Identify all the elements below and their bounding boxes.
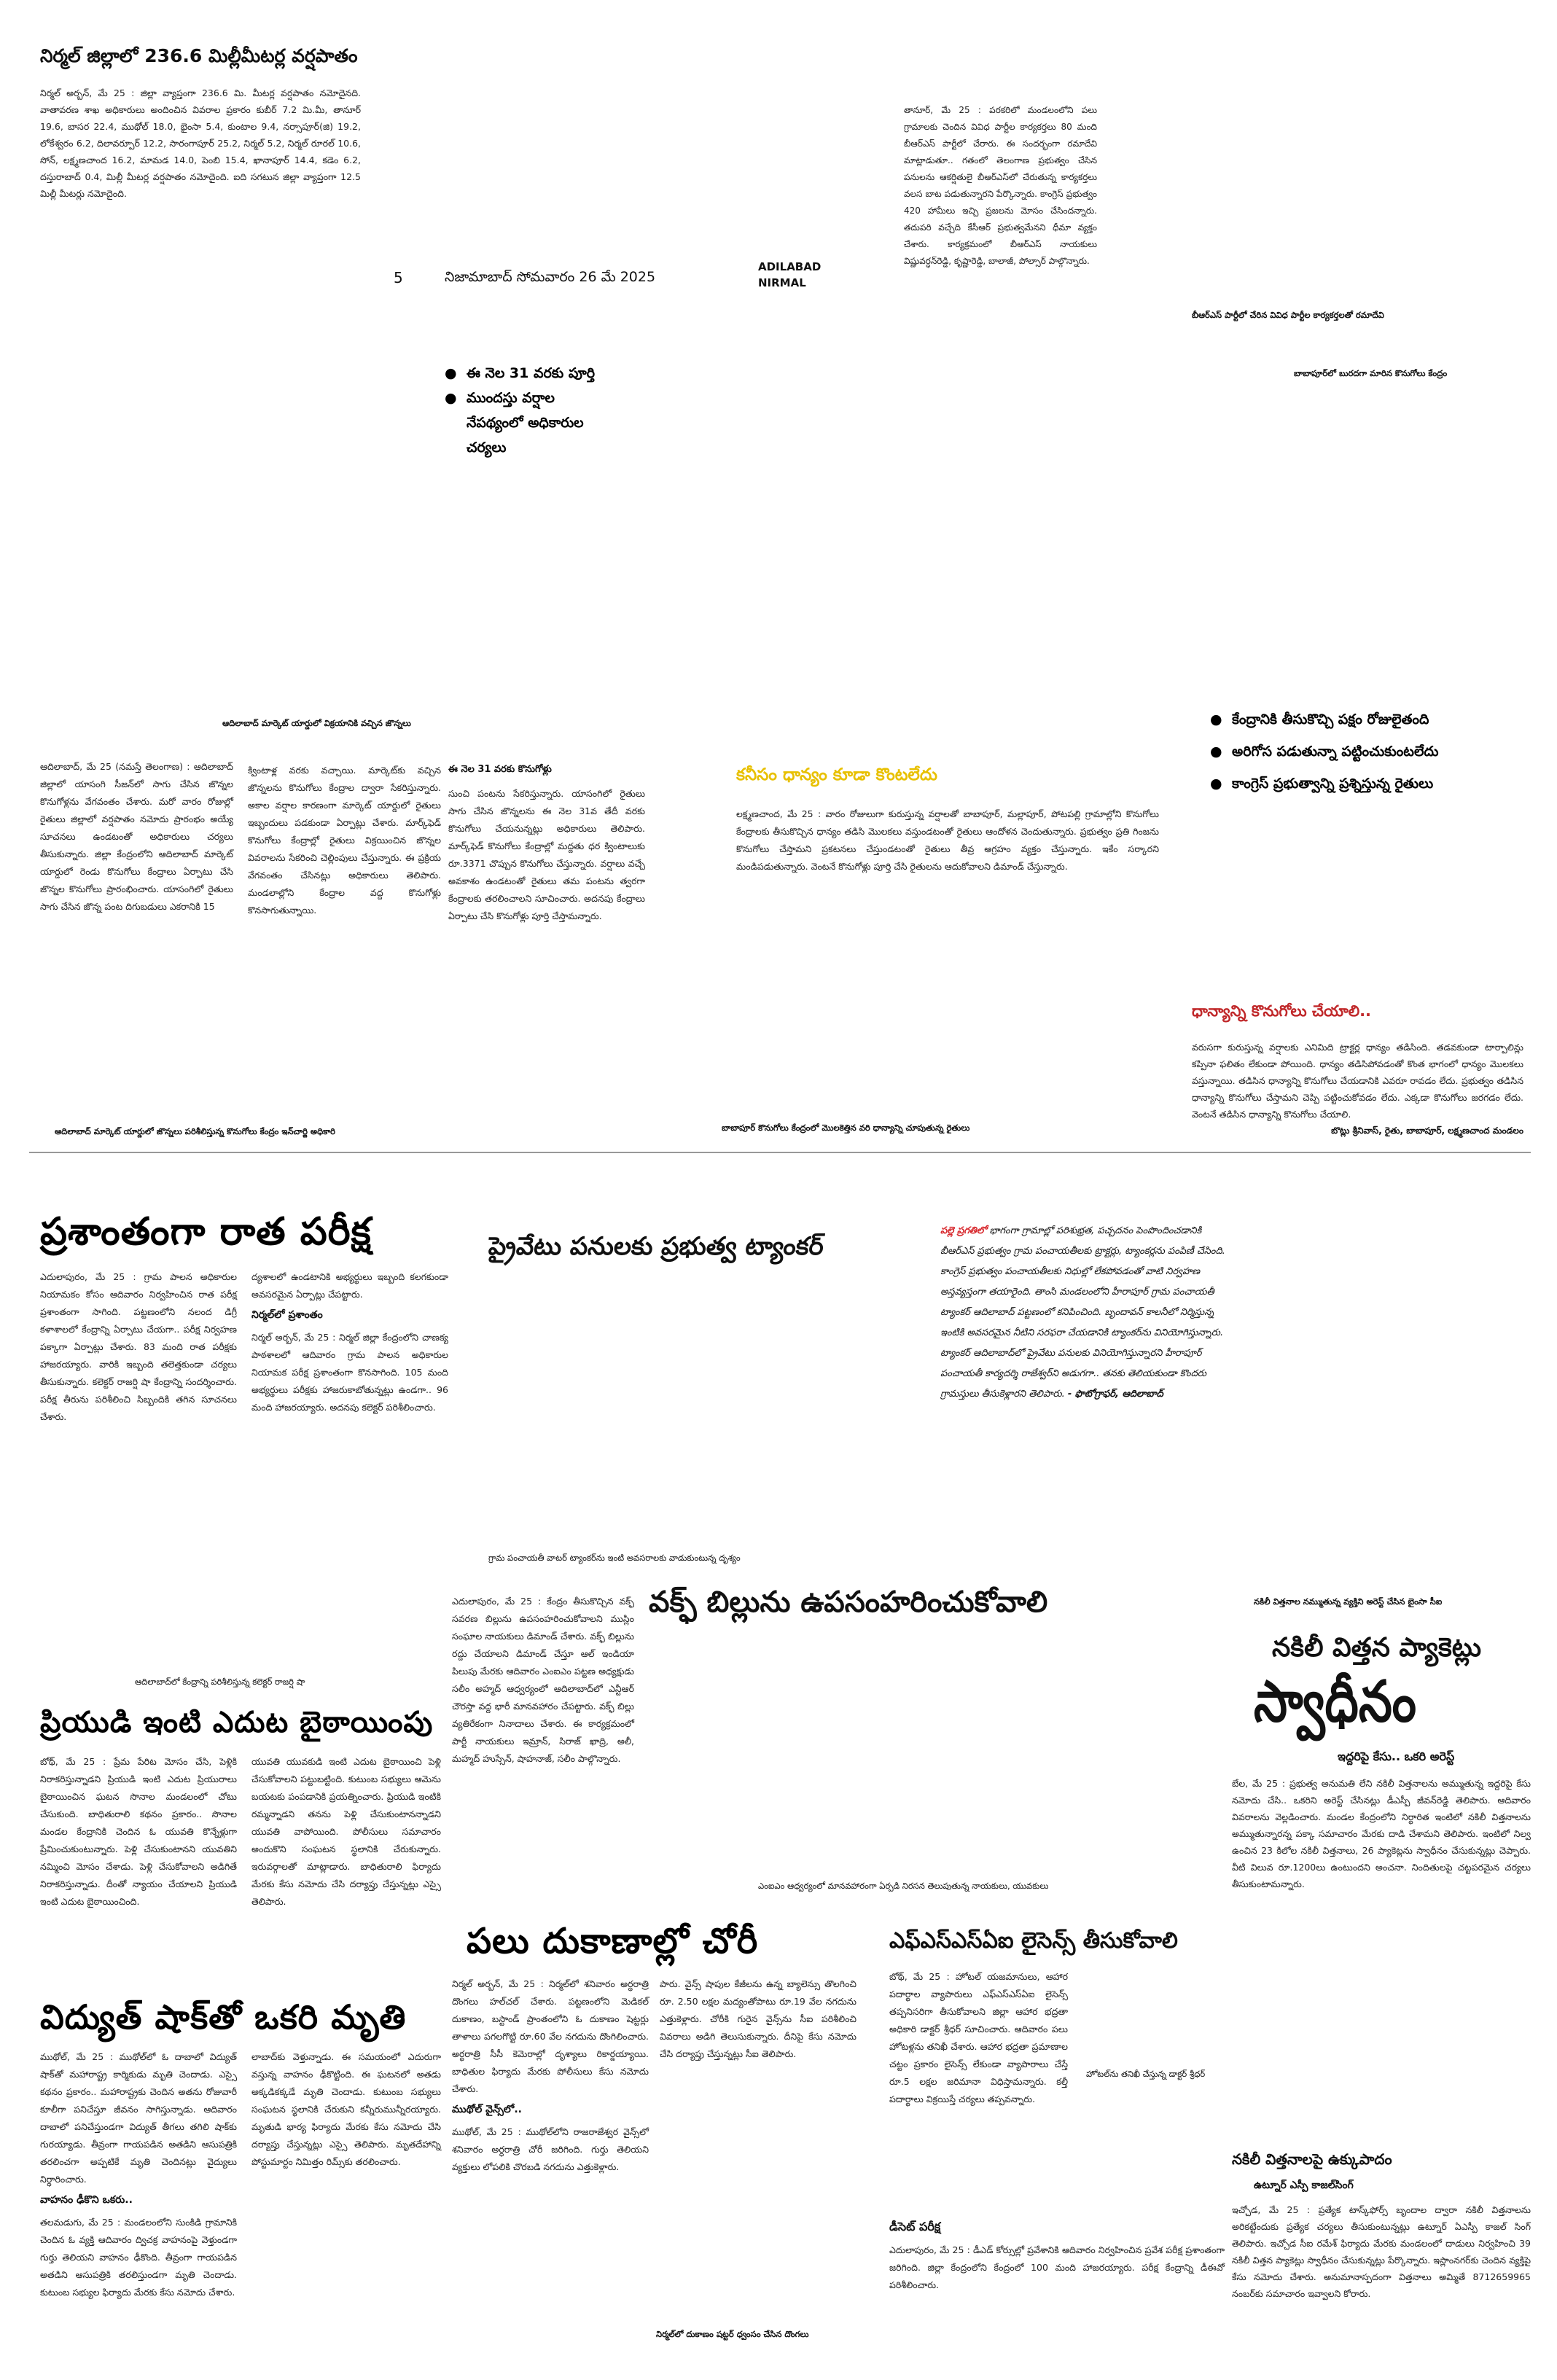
grain-column-2: క్వింటాళ్ల వరకు వచ్చాయి. మార్కెట్‌కు వచ్చిన జొన్నలను కొనుగోలు కేంద్రాల ద్వారా సేకరిస్తున్నారు. అకాల వర్షాల కారణంగా మార్కెట్ యార్డులో రైతులు ఇబ్బందులు పడకుండా ఏర్పాట్లు చేశారు. మార్క్‌ఫెడ్ కొనుగోలు కేంద్రాల్లో రైతులు విక్రయించిన జొన్నల వివరాలను సేకరించి చెల్లింపులు చేస్తున్నారు. ఈ ప్రక్రియ వేగవంతం చేసినట్లు అధికారులు తెలిపారు. మండలాల్లోని కేంద్రాల వద్ద కొనుగోళ్లు కొనసాగుతున్నాయి. bbox=[248, 765, 441, 916]
seeds-headline-1: నకిలీ విత్తన ప్యాకెట్లు bbox=[1272, 1633, 1482, 1663]
waqf-caption: ఎంఐఎం ఆధ్వర్యంలో మానవహారంగా ఏర్పడి నిరసన తెలుపుతున్న నాయకులు, యువకులు bbox=[758, 1881, 1049, 1891]
exam-subhead: నిర్మల్‌లో ప్రశాంతం bbox=[251, 1309, 323, 1321]
waqf-story: ఎదులాపురం, మే 25 : కేంద్రం తీసుకొచ్చిన వక్ఫ్ సవరణ బిల్లును ఉపసంహరించుకోవాలని ముస్లిం సంఘాల నాయకులు డిమాండ్ చేశారు. వక్ఫ్ బిల్లును రద్దు చేయాలని డిమాండ్ చేస్తూ ఆల్ ఇండియా పిలుపు మేరకు ఆదివారం ఎంఐఎం పట్టణ అధ్యక్షుడు సలీం అహ్మద్ ఆధ్వర్యంలో ఆదిలాబాద్‌లో ఎన్టీఆర్ చౌరస్తా వద్ద భారీ మానవహారం చేపట్టారు. వక్ఫ్ బిల్లు వ్యతిరేకంగా నినాదాలు చేశారు. ఈ కార్యక్రమంలో పార్టీ నాయకులు ఇమ్రాన్, సిరాజ్ ఖాద్రి, అలీ, మహ్మద్ హుస్సేన్, షాహనాజ్, సలీం పాల్గొన్నారు. bbox=[452, 1596, 634, 1764]
rain-headline: నిర్మల్ జిల్లాలో 236.6 మిల్లీమీటర్ల వర్షపాతం bbox=[40, 45, 358, 66]
kenisam-story: లక్ష్మణచాంద, మే 25 : వారం రోజులుగా కురుస్తున్న వర్షాలతో బాబాపూర్, మల్లాపూర్, పోటపల్లి గ్రామాల్లోని కొనుగోలు కేంద్రాలకు తీసుకొచ్చిన ధాన్యం తడిసి మొలకలు వస్తుండటంతో రైతులు ఆందోళన చెందుతున్నారు. ప్రభుత్వం ప్రతి గింజను కొనుగోలు చేస్తామని ప్రకటనలు చేస్తుండటంతో రైతులు తీవ్ర ఆగ్రహం వ్యక్తం చేస్తున్నారు. ఇకేం సర్కారని మండిపడుతున్నారు. వెంటనే కొనుగోళ్లు పూర్తి చేసి రైతులను ఆదుకోవాలని డిమాండ్ చేస్తున్నారు. bbox=[736, 808, 1159, 872]
rain-body: నిర్మల్ అర్బన్, మే 25 : జిల్లా వ్యాప్తంగా 236.6 మి. మీటర్ల వర్షపాతం నమోదైనది. వాతావరణ శాఖ అధికారులు అందించిన వివరాల ప్రకారం కుబీర్ 7.2 మి.మీ, తానూర్ 19.6, బాసర 22.4, ముథోల్ 18.0, భైంసా 5.4, కుంటాల 9.4, నర్సాపూర్(జి) 19.2, లోకేశ్వరం 6.2, దిలావర్పూర్ 12.2, సారంగాపూర్ 25.2, నిర్మల్ 5.2, నిర్మల్ రూరల్ 10.6, సోన్, లక్ష్మణచాంద 16.2, మామడ 14.0, పెంబి 15.4, ఖానాపూర్ 14.4, కడెం 6.2, దస్తురాబాద్ 0.4, మిల్లీ మీటర్ల వర్షపాతం నమోదైంది. ఐది సగటున జిల్లా వ్యాప్తంగా 12.5 మిల్లీ మీటర్లు నమోదైంది. bbox=[40, 87, 361, 199]
license-story-2: ఎదులాపురం, మే 25 : డీఎడ్ కోర్సుల్లో ప్రవేశానికి ఆదివారం నిర్వహించిన ప్రవేశ పరీక్ష ప్రశాంతంగా జరిగింది. జిల్లా కేంద్రంలోని కేంద్రంలో 100 మంది హాజరయ్యారు. పరీక్ష కేంద్రాన్ని డీఈవో పరిశీలించారు. bbox=[889, 2244, 1225, 2290]
divider bbox=[29, 1152, 1531, 1153]
kenisam-bottom-caption: బాబాపూర్ కొనుగోలు కేంద్రంలో మొలకెత్తిన వరి ధాన్యాన్ని చూపుతున్న రైతులు bbox=[722, 1123, 970, 1133]
grain-column-1: ఆదిలాబాద్, మే 25 (నమస్తే తెలంగాణ) : ఆదిలాబాద్ జిల్లాలో యాసంగి సీజన్‌లో సాగు చేసిన జొన్నల కొనుగోళ్లను వేగవంతం చేశారు. మరో వారం రోజుల్లో రైతులు జిల్లాలో వర్షపాతం నమోదు ప్రారంభం అయ్యే సూచనలు ఉండటంతో అధికారులు చర్యలు తీసుకున్నారు. జిల్లా కేంద్రంలోని ఆదిలాబాద్ మార్కెట్ యార్డులో రెండు కొనుగోలు కేంద్రాలు ఏర్పాటు చేసి జొన్నల కొనుగోలు ప్రారంభించారు. యాసంగిలో రైతులు సాగు చేసిన జొన్న పంట దిగుబడులు ఎకరానికి 15 bbox=[40, 761, 233, 912]
seeds-subhead-2: నకిలీ విత్తనాలపై ఉక్కుపాదం bbox=[1232, 2150, 1392, 2168]
grain-bottom-caption: ఆదిలాబాద్ మార్కెట్ యార్డులో జొన్నలు పరిశీలిస్తున్న కొనుగోలు కేంద్రం ఇన్‌చార్జి అధికారి bbox=[55, 1126, 336, 1136]
grain-photo-caption-right: బాబాపూర్‌లో బురదగా మారిన కొనుగోలు కేంద్రం bbox=[1294, 368, 1448, 378]
dhanyam-headline: ధాన్యాన్ని కొనుగోలు చేయాలి.. bbox=[1192, 1002, 1372, 1020]
theft-headline: పలు దుకాణాల్లో చోరీ bbox=[467, 1921, 759, 1962]
tanker-byline: - ఫొటోగ్రాఫర్, ఆదిలాబాద్ bbox=[1067, 1389, 1163, 1400]
license-headline: ఎఫ్ఎస్ఎస్ఏఐ లైసెన్స్ తీసుకోవాలి bbox=[889, 1928, 1178, 1954]
seeds-kicker: నకిలీ విత్తనాల నమ్ముతున్న వ్యక్తిని అరెస్ట్ చేసిన బైంసా సీఐ bbox=[1254, 1596, 1443, 1607]
lover-column-2: యువతి యువకుడి ఇంటి ఎదుట బైఠాయించి పెళ్లి చేసుకోవాలని పట్టుబట్టింది. కుటుంబ సభ్యులు ఆమెను బయటకు పంపడానికి ప్రయత్నించారు. ప్రియుడి ఇంటికి రమ్మన్నాడని తనను పెళ్లి చేసుకుంటానన్నాడని యువతి వాపోయింది. పోలీసులు సమాచారం అందుకొని సంఘటన స్థలానికి చేరుకున్నారు. ఇరువర్గాలతో మాట్లాడారు. బాధితురాలి ఫిర్యాదు మేరకు కేసు నమోదు చేసి దర్యాప్తు చేస్తున్నట్లు ఎస్సై తెలిపారు. bbox=[251, 1756, 441, 1907]
dhanyam-attribution: బొట్లు శ్రీనివాస్, రైతు, బాబాపూర్, లక్ష్మణచాంద మండలం bbox=[1331, 1125, 1523, 1136]
page-number: 5 bbox=[394, 269, 403, 286]
masthead bbox=[394, 266, 802, 291]
exam-column-2: ద్యశాలలో ఉండటానికి అభ్యర్థులు ఇబ్బంది కలగకుండా అవసరమైన ఏర్పాట్లు చేపట్టారు. నిర్మల్‌లో ప్రశాంతం నిర్మల్ అర్బన్, మే 25 : నిర్మల్ జిల్లా కేంద్రంలోని చాణక్య పాఠశాలలో ఆదివారం గ్రామ పాలన అధికారుల నియామక పరీక్ష ప్రశాంతంగా కొనసాగింది. 105 మంది అభ్యర్థులు పరీక్షకు హాజరుకాబోతున్నట్లు ఉండగా.. 96 మంది హాజరయ్యారు. అదనపు కలెక్టర్ పరిశీలించారు. bbox=[251, 1271, 448, 1413]
edition-nirmal: NIRMAL bbox=[758, 276, 806, 289]
brs-join-caption: బీఆర్ఎస్ పార్టీలో చేరిన వివిధ పార్టీల కార్యకర్తలతో రమాదేవి bbox=[1192, 310, 1384, 320]
exam-headline: ప్రశాంతంగా రాత పరీక్ష bbox=[40, 1210, 372, 1254]
tanker-story bbox=[940, 1221, 1232, 1405]
seeds-headline-2: స్వాధీనం bbox=[1254, 1669, 1417, 1735]
tanker-body: భాగంగా గ్రామాల్లో పరిశుభ్రత, పచ్చదనం పెంపొందించడానికి బీఆర్ఎస్ ప్రభుత్వం గ్రామ పంచాయతీలకు ట్రాక్టర్లు, ట్యాంకర్లను పంపిణీ చేసింది. కాంగ్రెస్ ప్రభుత్వం పంచాయతీలకు నిధుల్లో లేకపోవడంతో వాటి నిర్వహణ అస్తవ్యస్తంగా తయారైంది. తాంసి మండలంలోని హీరాపూర్ గ్రామ పంచాయతీ ట్యాంకర్ ఆదిలాబాద్ పట్టణంలో కనిపించింది. బృందావన్ కాలనీలో నిర్మిస్తున్న ఇంటికి అవసరమైన నీటిని సరఫరా చేయడానికి ట్యాంకర్‌ను వినియోగిస్తున్నారు. ట్యాంకర్ ఆదిలాబాద్‌లో ప్రైవేటు పనులకు వినియోగిస్తున్నారని హీరాపూర్ పంచాయతీ కార్యదర్శి రాజేశ్వర్‌ని అడుగగా.. తనకు తెలియకుండా కొందరు గ్రామస్తులు తీసుకెళ్లారని తెలిపారు. bbox=[940, 1225, 1225, 1400]
lover-column-1: బోథ్, మే 25 : ప్రేమ పేరిట మోసం చేసి, పెళ్లికి నిరాకరిస్తున్నాడని ప్రియుడి ఇంటి ఎదుట ప్రియురాలు బైఠాయించిన ఘటన సొనాల మండలంలో చోటు చేసుకుంది. బాధితురాలి కథనం ప్రకారం.. సొనాల మండల కేంద్రానికి చెందిన ఓ యువతి కొన్నేళ్లుగా ప్రేమించుకుంటున్నారు. పెళ్లి చేసుకుంటానని యువతిని నమ్మించి మోసం చేశాడు. పెళ్లి చేసుకోవాలని అడిగితే నిరాకరిస్తున్నాడు. దీంతో న్యాయం చేయాలని ప్రియుడి ఇంటి ఎదుట బైఠాయించింది. bbox=[40, 1756, 237, 1907]
license-subhead: డీసెట్ పరీక్ష bbox=[889, 2220, 941, 2233]
seeds-subhead: ఇద్దరిపై కేసు.. ఒకరి అరెస్ట్ bbox=[1338, 1749, 1455, 1763]
lover-headline: ప్రియుడి ఇంటి ఎదుట బైఠాయింపు bbox=[40, 1706, 434, 1739]
exam-column-1: ఎదులాపురం, మే 25 : గ్రామ పాలన అధికారుల నియామకం కోసం ఆదివారం నిర్వహించిన రాత పరీక్ష ప్రశాంతంగా సాగింది. పట్టణంలోని నలంద డిగ్రీ కళాశాలలో కేంద్రాన్ని ఏర్పాటు చేయగా.. పరీక్ష నిర్వహణ పక్కాగా ఏర్పాట్లు చేశారు. 83 మంది రాత పరీక్షకు హాజరయ్యారు. వారికి ఇబ్బంది తలెత్తకుండా చర్యలు తీసుకున్నారు. కలెక్టర్ రాజర్షి షా కేంద్రాన్ని సందర్శించారు. పరీక్ష తీరును పరిశీలించి సిబ్బందికి తగిన సూచనలు చేశారు. bbox=[40, 1271, 237, 1422]
grain-bullet-1: ● ఈ నెల 31 వరకు పూర్తి bbox=[445, 361, 634, 386]
grain-bullets-right bbox=[1210, 703, 1531, 800]
edition-adilabad: ADILABAD bbox=[758, 260, 822, 273]
brs-join-body: తానూర్, మే 25 : పరకరిలో మండలంలోని పలు గ్రామాలకు చెందిన వివిధ పార్టీల కార్యకర్తలు 80 మంది బీఆర్ఎస్ పార్టీలో చేరారు. ఈ సందర్భంగా రమాదేవి మాట్లాడుతూ.. గతంలో తెలంగాణ ప్రభుత్వం చేసిన పనులను ఆకర్షితులై బీఆర్ఎస్‌లో చేరుతున్న కార్యకర్తలు వలస బాట పడుతున్నారని పేర్కొన్నారు. కాంగ్రెస్ ప్రభుత్వం 420 హామీలు ఇచ్చి ప్రజలను మోసం చేసిందన్నారు. తదుపరి వచ్చేది కేసీఆర్ ప్రభుత్వమేనని ధీమా వ్యక్తం చేశారు. కార్యక్రమంలో బీఆర్ఎస్ నాయకులు విష్ణువర్ధన్‌రెడ్డి, కృష్ణారెడ్డి, బాలాజీ, పోల్సార్ పాల్గొన్నారు. bbox=[904, 105, 1097, 266]
theft-column-1: నిర్మల్ అర్బన్, మే 25 : నిర్మల్‌లో శనివారం అర్ధరాత్రి దొంగలు హల్‌చల్ చేశారు. పట్టణంలోని మెడికల్ దుకాణం, బస్టాండ్ ప్రాంతంలోని ఓ దుకాణం షెట్టర్లు తాళాలు పగలగొట్టి రూ.60 వేల నగదును దొంగిలించారు. అర్ధరాత్రి సీసీ కెమెరాల్లో దృశ్యాలు రికార్డయ్యాయి. బాధితుల ఫిర్యాదు మేరకు పోలీసులు కేసు నమోదు చేశారు. ముథోల్ వైన్స్‌లో.. ముథోల్, మే 25 : ముథోల్‌లోని రాజరాజేశ్వర వైన్స్‌లో శనివారం అర్ధరాత్రి చోరీ జరిగింది. గుర్తు తెలియని వ్యక్తులు లోపలికి చొరబడి నగదును ఎత్తుకెళ్లారు. bbox=[452, 1978, 649, 2172]
dateline: నిజామాబాద్ సోమవారం 26 మే 2025 bbox=[445, 269, 656, 285]
tanker-caption: గ్రామ పంచాయతీ వాటర్ ట్యాంకర్‌ను ఇంటి అవసరాలకు వాడుకుంటున్న దృశ్యం bbox=[488, 1553, 741, 1563]
grain-bullet-2: ● ముందస్తు వర్షాల నేపథ్యంలో అధికారుల చర్యలు bbox=[445, 386, 612, 460]
license-caption: హోటల్‌ను తనిఖీ చేస్తున్న డాక్టర్ శ్రీధర్ bbox=[1086, 2069, 1206, 2079]
shock-headline: విద్యుత్ షాక్‌తో ఒకరి మృతి bbox=[40, 1997, 407, 2037]
theft-caption: నిర్మల్‌లో దుకాణం షట్టర్ ధ్వంసం చేసిన దొంగలు bbox=[656, 2329, 809, 2339]
grain-photo-caption-left: ఆదిలాబాద్ మార్కెట్ యార్డులో విక్రయానికి వచ్చిన జొన్నలు bbox=[222, 718, 411, 728]
grain-bullet-right-2: ● అరిగోస పడుతున్నా పట్టించుకుంటలేదు bbox=[1210, 736, 1531, 768]
brs-join-story bbox=[904, 102, 1097, 270]
grain-subhead: ఈ నెల 31 వరకు కొనుగోళ్లు bbox=[448, 764, 552, 775]
shock-subhead: వాహనం ఢీకొని ఒకరు.. bbox=[40, 2194, 133, 2206]
shock-column-1: ముథోల్, మే 25 : ముథోల్‌లో ఓ దాబాలో విద్యుత్ షాక్‌తో మహారాష్ట్ర కార్మికుడు మృతి చెందాడు. ఎస్సై కథనం ప్రకారం.. మహారాష్ట్రకు చెందిన అతను రోజువారీ కూలీగా పనిచేస్తూ జీవనం సాగిస్తున్నాడు. ఆదివారం దాబాలో పనిచేస్తుండగా విద్యుత్ తీగలు తగిలి షాక్‌కు గురయ్యాడు. తీవ్రంగా గాయపడిన అతడిని ఆసుపత్రికి తరలించగా అప్పటికే మృతి చెందినట్లు వైద్యులు నిర్ధారించారు. వాహనం ఢీకొని ఒకరు.. తలమడుగు, మే 25 : మండలంలోని సుంకిడి గ్రామానికి చెందిన ఓ వ్యక్తి ఆదివారం ద్విచక్ర వాహనంపై వెళ్తుండగా గుర్తు తెలియని వాహనం ఢీకొంది. తీవ్రంగా గాయపడిన అతడిని ఆసుపత్రికి తరలిస్తుండగా మృతి చెందాడు. కుటుంబ సభ్యుల ఫిర్యాదు మేరకు కేసు నమోదు చేశారు. bbox=[40, 2051, 237, 2298]
theft-subhead: ముథోల్ వైన్స్‌లో.. bbox=[452, 2104, 522, 2115]
tanker-headline: ప్రైవేటు పనులకు ప్రభుత్వ ట్యాంకర్ bbox=[487, 1232, 826, 1261]
dhanyam-story: వరుసగా కురుస్తున్న వర్షాలకు ఎనిమిది ట్రాక్టర్ల ధాన్యం తడిసింది. తడవకుండా టార్పాలిన్లు కప్పినా ఫలితం లేకుండా పోయింది. ధాన్యం తడిసిపోవడంతో కొంత భాగంలో ధాన్యం మొలకలు వస్తున్నాయి. తడిసిన ధాన్యాన్ని కొనుగోలు చేయడానికి ఎవరూ రావడం లేదు. ప్రభుత్వం తడిసిన ధాన్యాన్ని కొనుగోలు చేస్తామని చెప్పి పట్టించుకోవడం లేదు. ఎక్కడా కొనుగోలు జరగడం లేదు. వెంటనే తడిసిన ధాన్యాన్ని కొనుగోలు చేయాలి. బొట్లు శ్రీనివాస్, రైతు, బాబాపూర్, లక్ష్మణచాంద మండలం bbox=[1192, 1039, 1523, 1138]
grain-bullet-right-1: ● కేంద్రానికి తీసుకొచ్చి పక్షం రోజులైతంది bbox=[1210, 703, 1531, 736]
edition-label bbox=[758, 259, 824, 291]
grain-bullet-right-3: ● కాంగ్రెస్ ప్రభుత్వాన్ని ప్రశ్నిస్తున్న రైతులు bbox=[1210, 768, 1531, 800]
grain-bullets-top bbox=[445, 361, 634, 460]
lover-photo-caption: ఆదిలాబాద్‌లో కేంద్రాన్ని పరిశీలిస్తున్న కలెక్టర్ రాజర్షి షా bbox=[135, 1677, 305, 1687]
waqf-headline: వక్ఫ్ బిల్లును ఉపసంహరించుకోవాలి bbox=[649, 1585, 1048, 1619]
seeds-story: బేల, మే 25 : ప్రభుత్వ అనుమతి లేని నకిలీ విత్తనాలను అమ్ముతున్న ఇద్దరిపై కేసు నమోదు చేసి.. ఒకరిని అరెస్ట్ చేసినట్లు డీఎస్పీ జీవన్‌రెడ్డి తెలిపారు. ఆదివారం వివరాలను వెల్లడించారు. మండల కేంద్రంలోని నిర్ధారిత ఇంటిలో నకిలీ విత్తనాలను అమ్ముతున్నారన్న పక్కా సమాచారం మేరకు దాడి చేశామని తెలిపారు. ఇంటిలో నిల్వ ఉంచిన 23 కిలోల నకిలీ విత్తనాలు, 26 ప్యాకెట్లను స్వాధీనం చేసుకున్నట్లు చెప్పారు. వీటి విలువ రూ.1200లు ఉంటుందని అంచనా. నిందితులపై చట్టపరమైన చర్యలు తీసుకుంటామన్నారు. bbox=[1232, 1778, 1531, 1889]
seeds-subhead-3: ఉట్నూర్ ఎస్పీ కాజల్‌సింగ్ bbox=[1254, 2180, 1354, 2191]
grain-column-3: ఈ నెల 31 వరకు కొనుగోళ్లు సుంచి పంటను సేకరిస్తున్నారు. యాసంగిలో రైతులు సాగు చేసిన జొన్నలను ఈ నెల 31వ తేదీ వరకు కొనుగోలు చేయనున్నట్లు అధికారులు తెలిపారు. మార్క్‌ఫెడ్ కొనుగోలు కేంద్రాల్లో మద్దతు ధర క్వింటాలుకు రూ.3371 చొప్పున కొనుగోలు చేస్తున్నారు. వర్షాలు వచ్చే అవకాశం ఉండటంతో రైతులు తమ పంటను త్వరగా కేంద్రాలకు తరలించాలని సూచించారు. అదనపు కేంద్రాలు ఏర్పాటు చేసి కొనుగోళ్లు పూర్తి చేస్తామన్నారు. bbox=[448, 762, 645, 925]
license-story: బోథ్, మే 25 : హోటల్ యజమానులు, ఆహార పదార్థాల వ్యాపారులు ఎఫ్ఎస్ఎస్ఏఐ లైసెన్స్ తప్పనిసరిగా తీసుకోవాలని జిల్లా ఆహార భద్రతా అధికారి డాక్టర్ శ్రీధర్ సూచించారు. ఆదివారం పలు హోటళ్లను తనిఖీ చేశారు. ఆహార భద్రతా ప్రమాణాల చట్టం ప్రకారం లైసెన్స్ లేకుండా వ్యాపారాలు చేస్తే రూ.5 లక్షల జరిమానా విధిస్తామన్నారు. కల్తీ పదార్థాలు విక్రయిస్తే చర్యలు తప్పవన్నారు. bbox=[889, 1971, 1068, 2104]
kenisam-headline: కనీసం ధాన్యం కూడా కొంటలేదు bbox=[736, 765, 938, 784]
shock-column-2: లాబాద్‌కు వెళ్తున్నాడు. ఈ సమయంలో ఎదురుగా వస్తున్న వాహనం ఢీకొట్టింది. ఈ ఘటనలో అతడు అక్కడికక్కడే మృతి చెందాడు. కుటుంబ సభ్యులు సంఘటన స్థలానికి చేరుకుని కన్నీరుమున్నీరయ్యారు. మృతుడి భార్య ఫిర్యాదు మేరకు కేసు నమోదు చేసి దర్యాప్తు చేస్తున్నట్లు ఎస్సై తెలిపారు. మృతదేహాన్ని పోస్టుమార్టం నిమిత్తం రిమ్స్‌కు తరలించారు. bbox=[251, 2051, 441, 2167]
rain-story bbox=[40, 44, 361, 202]
seeds-story-2: ఇచ్చోడ, మే 25 : ప్రత్యేక టాస్క్‌ఫోర్స్ బృందాల ద్వారా నకిలీ విత్తనాలను అరికట్టేందుకు ప్రత్యేక చర్యలు తీసుకుంటున్నట్లు ఉట్నూర్ ఏఎస్పీ కాజల్ సింగ్ తెలిపారు. ఇచ్చోడ సీఐ రమేశ్‌ ఫిర్యాదు మేరకు మండలంలో దాడులు నిర్వహించి 39 నకిలీ విత్తన ప్యాకెట్లు స్వాధీనం చేసుకున్నట్లు పేర్కొన్నారు. ఇస్లాంనగర్‌కు చెందిన వ్యక్తిపై కేసు నమోదు చేశారు. అనుమానాస్పదంగా విత్తనాలు అమ్మితే 8712659965 నంబర్‌కు సమాచారం ఇవ్వాలని కోరారు. bbox=[1232, 2204, 1531, 2299]
theft-column-2: పారు. వైన్స్ షాపుల కేజీలను ఉన్న బ్యాలెన్సు తొలగించి రూ. 2.50 లక్షల మద్యంతోపాటు రూ.19 వేల నగదును ఎత్తుకెళ్లారు. చోరీకి గురైన వైన్స్‌ను సీఐ పరిశీలించి వివరాలు అడిగి తెలుసుకున్నారు. దీనిపై కేసు నమోదు చేసి దర్యాప్తు చేస్తున్నట్లు సీఐ తెలిపారు. bbox=[660, 1978, 856, 2059]
tanker-lead: పల్లె ప్రగతిలో bbox=[940, 1225, 987, 1236]
